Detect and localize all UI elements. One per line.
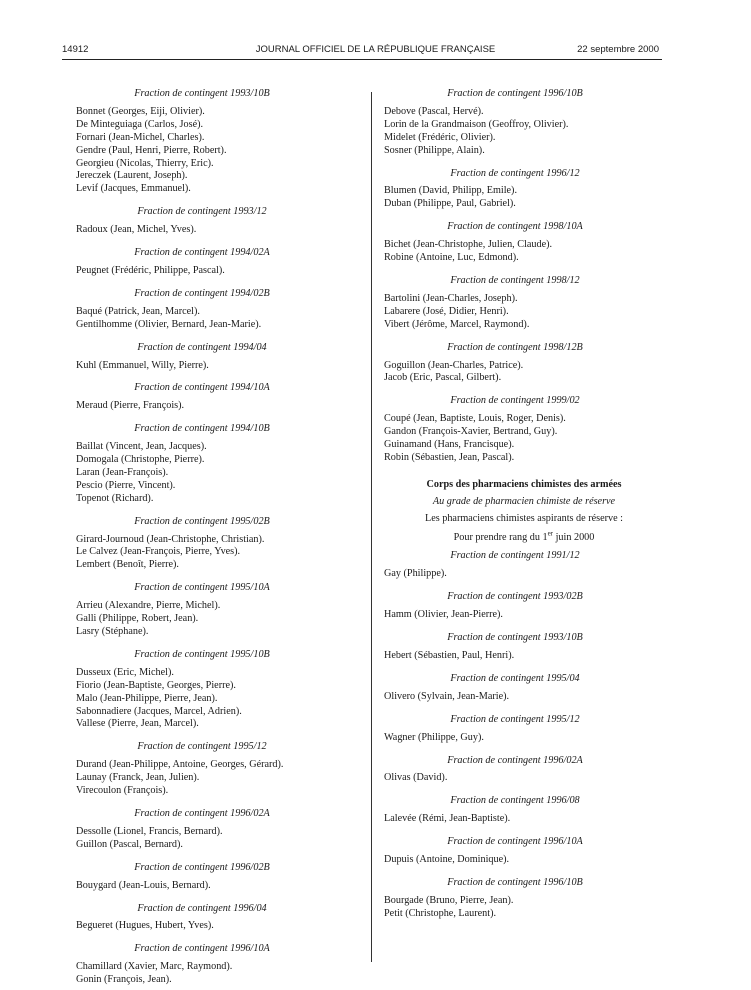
person-entry: Labarere (José, Didier, Henri). <box>384 305 509 317</box>
section-heading: Fraction de contingent 1996/02A <box>447 754 583 766</box>
person-entry: Guinamand (Hans, Francisque). <box>384 439 515 451</box>
person-entry: Vallese (Pierre, Jean, Marcel). <box>76 718 199 730</box>
contingent-section <box>384 168 664 212</box>
person-entry: Sabonnadiere (Jacques, Marcel, Adrien). <box>76 705 242 717</box>
person-entry: De Minteguiaga (Carlos, José). <box>76 118 204 130</box>
person-entry: Topenot (Richard). <box>76 492 154 504</box>
person-entry: Dessolle (Lionel, Francis, Bernard). <box>76 825 223 837</box>
section-heading: Fraction de contingent 1994/02A <box>134 247 270 259</box>
rang-prefix: Pour prendre rang du 1 <box>453 531 548 543</box>
section-heading: Fraction de contingent 1996/04 <box>137 902 267 914</box>
journal-title: JOURNAL OFFICIEL DE LA RÉPUBLIQUE FRANÇAISE <box>255 44 496 55</box>
section-heading: Fraction de contingent 1994/02B <box>134 287 270 299</box>
corps-title: Corps des pharmaciens chimistes des armées <box>426 478 622 490</box>
person-entry: Gonin (François, Jean). <box>76 974 172 986</box>
contingent-section <box>76 206 346 237</box>
person-entry: Kuhl (Emmanuel, Willy, Pierre). <box>76 359 209 371</box>
person-entry: Hamm (Olivier, Jean-Pierre). <box>384 609 503 621</box>
section-heading: Fraction de contingent 1998/10A <box>447 221 583 233</box>
contingent-section <box>384 342 664 386</box>
contingent-section <box>76 288 346 332</box>
contingent-section <box>384 877 664 921</box>
person-entry: Pescio (Pierre, Vincent). <box>76 479 176 491</box>
section-heading: Fraction de contingent 1996/08 <box>450 795 580 807</box>
right-bottom-sections <box>384 550 664 920</box>
contingent-section <box>76 342 346 373</box>
header-rule <box>62 59 662 60</box>
section-heading: Fraction de contingent 1995/12 <box>450 713 580 725</box>
person-entry: Coupé (Jean, Baptiste, Louis, Roger, Denis). <box>384 413 566 425</box>
person-entry: Bonnet (Georges, Eiji, Olivier). <box>76 105 205 117</box>
section-heading: Fraction de contingent 1996/10A <box>447 836 583 848</box>
rang-line <box>384 529 664 545</box>
person-entry: Galli (Philippe, Robert, Jean). <box>76 613 199 625</box>
contingent-section <box>384 836 664 867</box>
person-entry: Bartolini (Jean-Charles, Joseph). <box>384 292 518 304</box>
rang-sup: er <box>547 529 554 538</box>
person-entry: Dusseux (Eric, Michel). <box>76 666 174 678</box>
section-heading: Fraction de contingent 1996/10A <box>134 943 270 955</box>
person-entry: Girard-Journoud (Jean-Christophe, Christian). <box>76 533 265 545</box>
section-heading: Fraction de contingent 1994/10A <box>134 382 270 394</box>
section-heading: Fraction de contingent 1993/10B <box>134 88 270 99</box>
person-entry: Meraud (Pierre, François). <box>76 400 185 412</box>
rang-suffix: juin 2000 <box>553 531 595 543</box>
contingent-section <box>384 755 664 786</box>
contingent-section <box>76 247 346 278</box>
section-heading: Fraction de contingent 1995/10A <box>134 582 270 594</box>
contingent-section <box>76 582 346 639</box>
contingent-section <box>384 591 664 622</box>
person-entry: Georgieu (Nicolas, Thierry, Eric). <box>76 157 214 169</box>
person-entry: Olivas (David). <box>384 772 448 784</box>
person-entry: Midelet (Frédéric, Olivier). <box>384 131 496 143</box>
person-entry: Levif (Jacques, Emmanuel). <box>76 183 191 195</box>
person-entry: Gay (Philippe). <box>384 568 447 580</box>
contingent-section <box>76 903 346 934</box>
section-heading: Fraction de contingent 1996/02B <box>134 861 270 873</box>
person-entry: Launay (Franck, Jean, Julien). <box>76 772 200 784</box>
person-entry: Guillon (Pascal, Bernard). <box>76 838 183 850</box>
contingent-section <box>384 795 664 826</box>
person-entry: Lorin de la Grandmaison (Geoffroy, Olivier). <box>384 118 569 130</box>
person-entry: Bouygard (Jean-Louis, Bernard). <box>76 879 211 891</box>
person-entry: Baillat (Vincent, Jean, Jacques). <box>76 441 207 453</box>
contingent-section <box>76 516 346 573</box>
person-entry: Jereczek (Laurent, Joseph). <box>76 170 188 182</box>
person-entry: Peugnet (Frédéric, Philippe, Pascal). <box>76 264 225 276</box>
person-entry: Radoux (Jean, Michel, Yves). <box>76 224 197 236</box>
contingent-section <box>384 714 664 745</box>
publication-date: 22 septembre 2000 <box>577 44 659 55</box>
person-entry: Olivero (Sylvain, Jean-Marie). <box>384 690 510 702</box>
page-number: 14912 <box>62 44 89 55</box>
person-entry: Malo (Jean-Philippe, Pierre, Jean). <box>76 692 218 704</box>
contingent-section <box>76 88 346 196</box>
person-entry: Lembert (Benoît, Pierre). <box>76 559 179 571</box>
section-heading: Fraction de contingent 1999/02 <box>450 395 580 407</box>
contingent-section <box>76 741 346 798</box>
contingent-section <box>76 423 346 505</box>
person-entry: Blumen (David, Philipp, Emile). <box>384 185 517 197</box>
person-entry: Lalevée (Rémi, Jean-Baptiste). <box>384 813 511 825</box>
column-divider <box>371 92 372 962</box>
person-entry: Bourgade (Bruno, Pierre, Jean). <box>384 894 514 906</box>
person-entry: Duban (Philippe, Paul, Gabriel). <box>384 198 516 210</box>
section-heading: Fraction de contingent 1996/12 <box>450 167 580 179</box>
person-entry: Gendre (Paul, Henri, Pierre, Robert). <box>76 144 227 156</box>
left-column <box>76 66 346 987</box>
contingent-section <box>76 649 346 731</box>
person-entry: Le Calvez (Jean-François, Pierre, Yves). <box>76 546 241 558</box>
section-heading: Fraction de contingent 1993/02B <box>447 591 583 603</box>
person-entry: Domogala (Christophe, Pierre). <box>76 454 205 466</box>
section-heading: Fraction de contingent 1994/10B <box>134 423 270 435</box>
contingent-section <box>384 275 664 332</box>
contingent-section <box>384 632 664 663</box>
contingent-section <box>76 382 346 413</box>
person-entry: Durand (Jean-Philippe, Antoine, Georges, Gérard). <box>76 759 284 771</box>
contingent-section <box>384 221 664 265</box>
person-entry: Dupuis (Antoine, Dominique). <box>384 854 510 866</box>
person-entry: Jacob (Eric, Pascal, Gilbert). <box>384 372 502 384</box>
person-entry: Bichet (Jean-Christophe, Julien, Claude). <box>384 239 553 251</box>
person-entry: Fiorio (Jean-Baptiste, Georges, Pierre). <box>76 679 236 691</box>
person-entry: Goguillon (Jean-Charles, Patrice). <box>384 359 524 371</box>
section-heading: Fraction de contingent 1996/10B <box>447 876 583 888</box>
section-heading: Fraction de contingent 1991/12 <box>450 550 580 562</box>
person-entry: Begueret (Hugues, Hubert, Yves). <box>76 920 214 932</box>
grade-line: Au grade de pharmacien chimiste de réserve <box>432 495 616 507</box>
person-entry: Fornari (Jean-Michel, Charles). <box>76 131 205 143</box>
person-entry: Robin (Sébastien, Jean, Pascal). <box>384 451 515 463</box>
intro-line: Les pharmaciens chimistes aspirants de réserve : <box>424 512 624 524</box>
contingent-section <box>384 550 664 581</box>
person-entry: Robine (Antoine, Luc, Edmond). <box>384 252 519 264</box>
contingent-section <box>76 808 346 852</box>
section-heading: Fraction de contingent 1998/12B <box>447 341 583 353</box>
contingent-section <box>384 395 664 465</box>
contingent-section <box>76 862 346 893</box>
person-entry: Virecoulon (François). <box>76 785 169 797</box>
person-entry: Gandon (François-Xavier, Bertrand, Guy). <box>384 426 558 438</box>
person-entry: Wagner (Philippe, Guy). <box>384 731 484 743</box>
contingent-section <box>76 943 346 987</box>
section-heading: Fraction de contingent 1995/12 <box>137 741 267 753</box>
contingent-section <box>384 673 664 704</box>
person-entry: Chamillard (Xavier, Marc, Raymond). <box>76 961 233 973</box>
person-entry: Debove (Pascal, Hervé). <box>384 105 484 117</box>
section-heading: Fraction de contingent 1996/02A <box>134 807 270 819</box>
section-heading: Fraction de contingent 1995/04 <box>450 672 580 684</box>
person-entry: Laran (Jean-François). <box>76 466 169 478</box>
person-entry: Gentilhomme (Olivier, Bernard, Jean-Marie). <box>76 318 262 330</box>
section-heading: Fraction de contingent 1996/10B <box>447 88 583 99</box>
person-entry: Arrieu (Alexandre, Pierre, Michel). <box>76 600 221 612</box>
person-entry: Lasry (Stéphane). <box>76 626 149 637</box>
right-column <box>384 66 664 921</box>
person-entry: Vibert (Jérôme, Marcel, Raymond). <box>384 318 530 330</box>
section-heading: Fraction de contingent 1994/04 <box>137 341 267 353</box>
contingent-section <box>384 88 664 158</box>
section-heading: Fraction de contingent 1995/10B <box>134 648 270 660</box>
section-heading: Fraction de contingent 1995/02B <box>134 515 270 527</box>
section-heading: Fraction de contingent 1998/12 <box>450 274 580 286</box>
person-entry: Baqué (Patrick, Jean, Marcel). <box>76 305 200 317</box>
right-top-sections <box>384 88 664 465</box>
section-heading: Fraction de contingent 1993/12 <box>137 206 267 218</box>
person-entry: Hebert (Sébastien, Paul, Henri). <box>384 650 515 661</box>
person-entry: Petit (Christophe, Laurent). <box>384 907 497 919</box>
person-entry: Sosner (Philippe, Alain). <box>384 144 485 156</box>
section-heading: Fraction de contingent 1993/10B <box>447 632 583 644</box>
